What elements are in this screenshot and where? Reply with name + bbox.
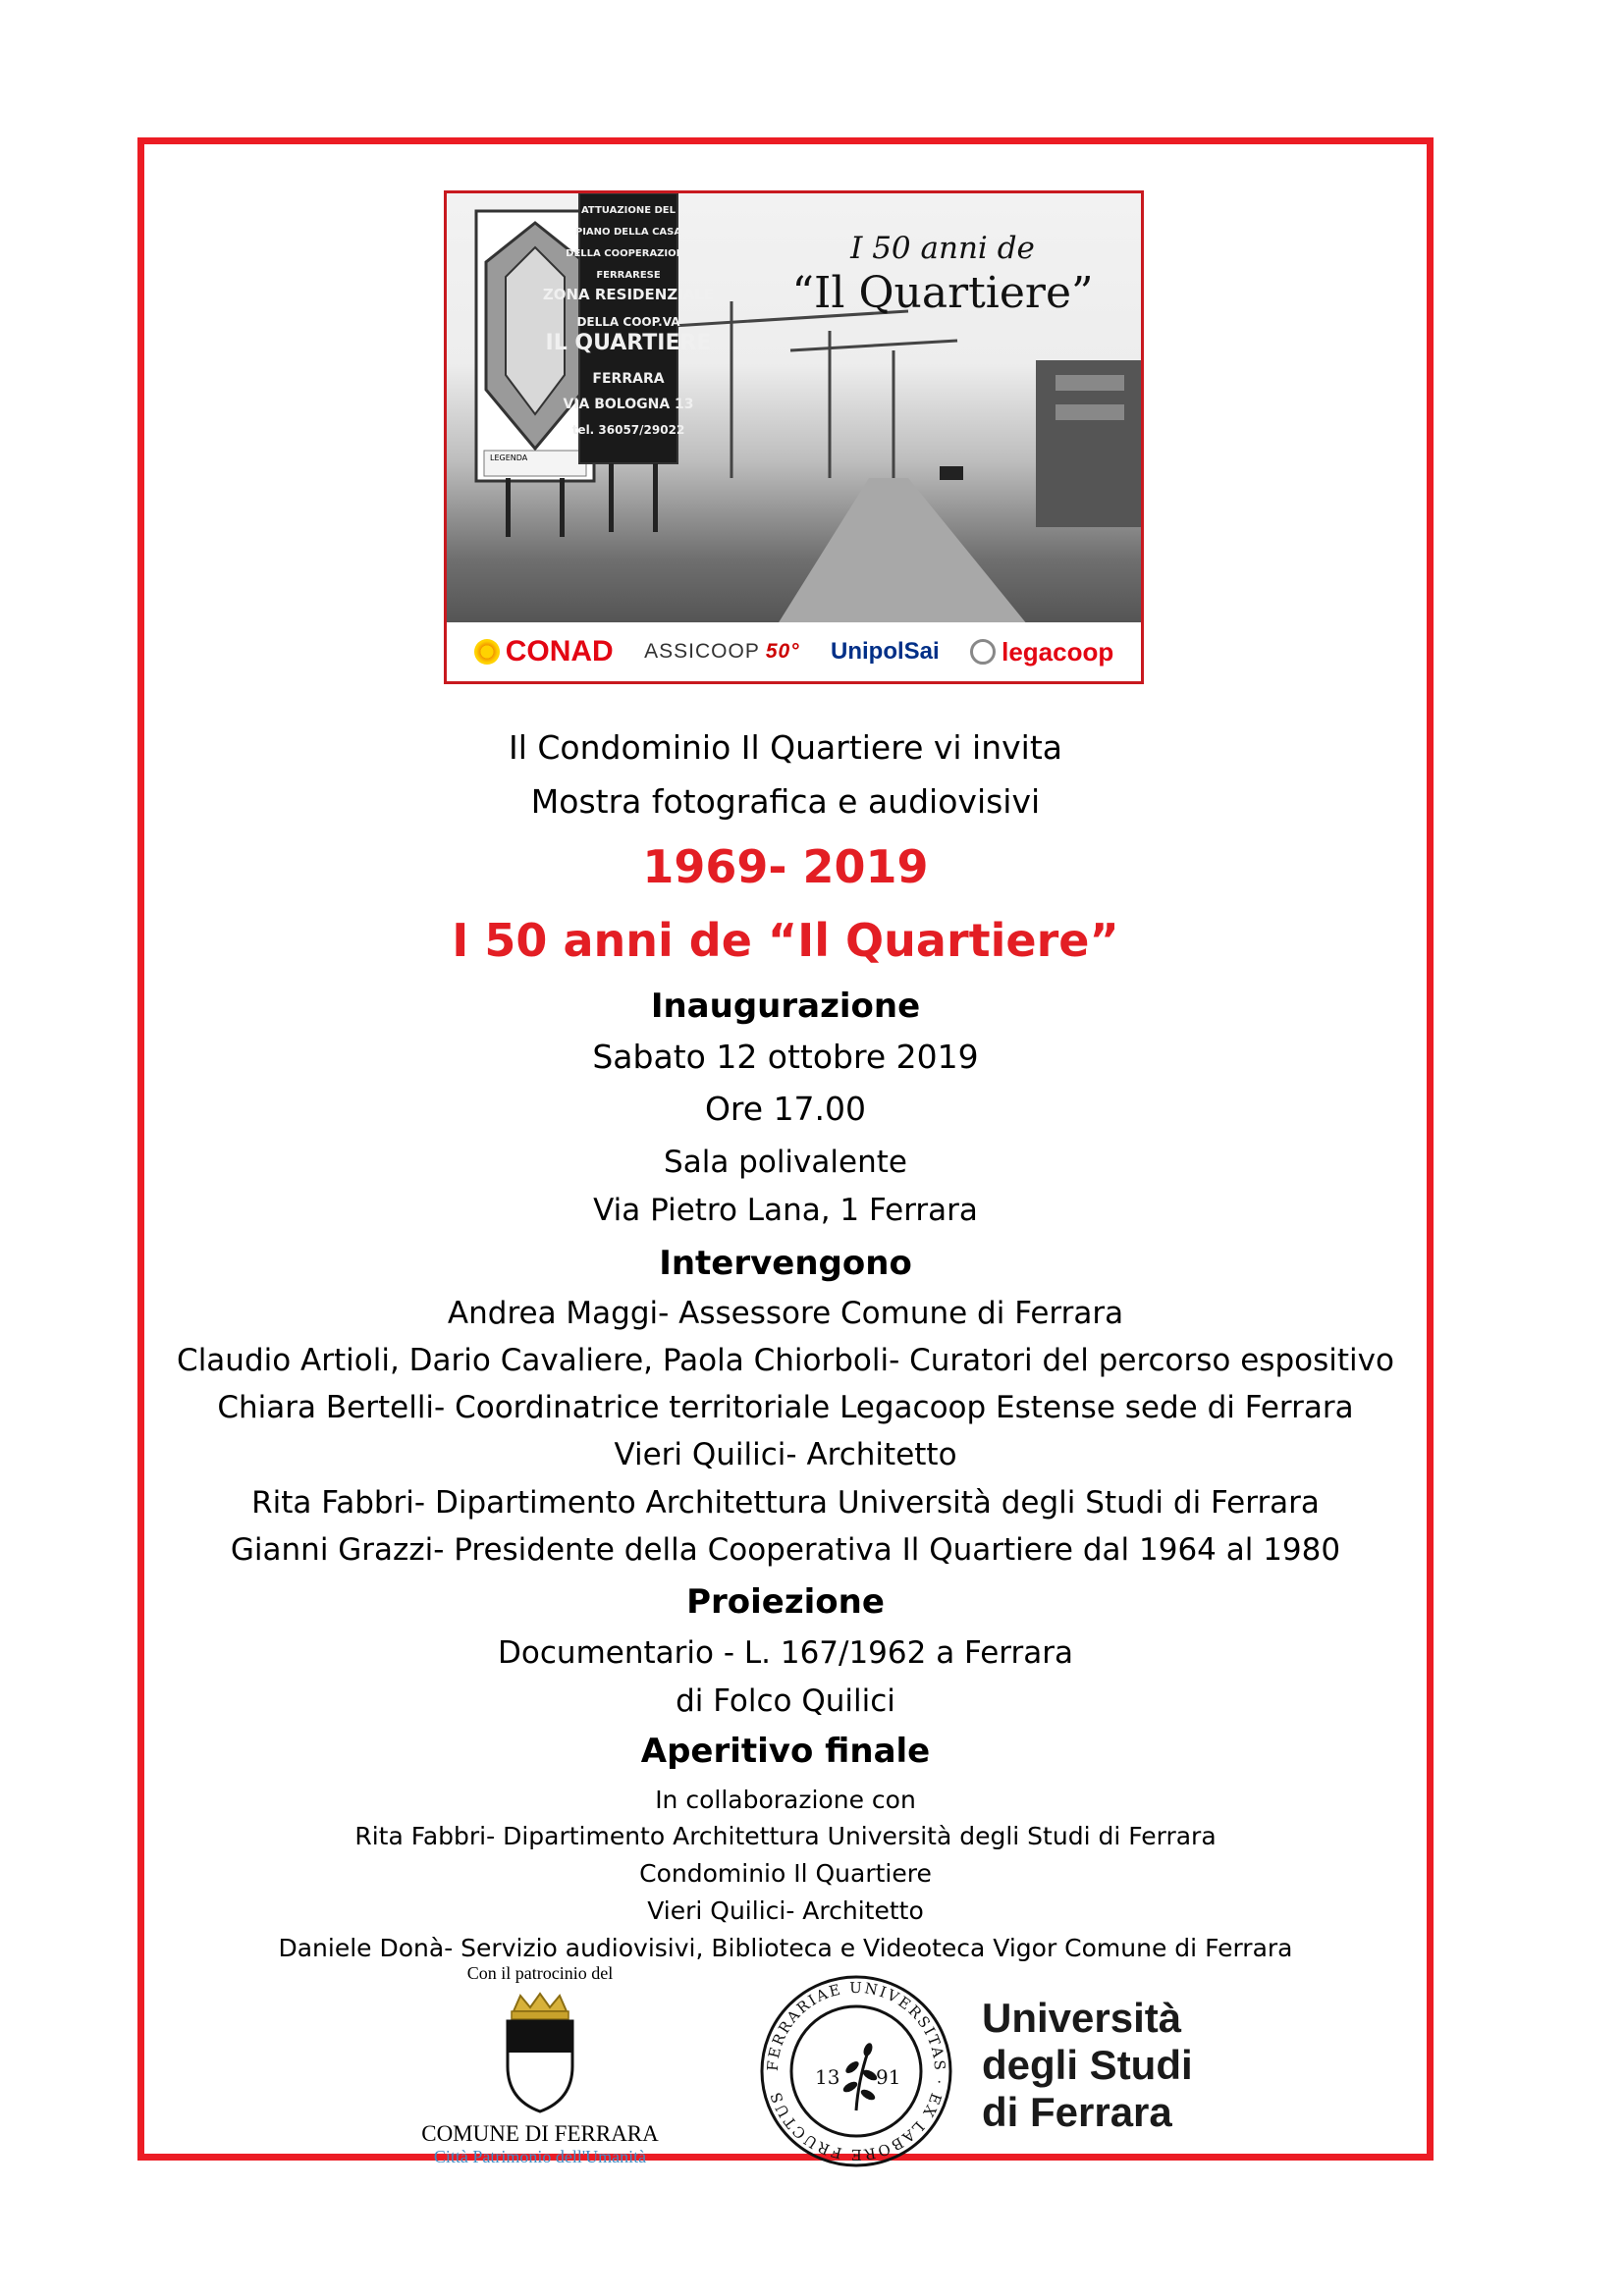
event-title: I 50 anni de “Il Quartiere” (452, 914, 1119, 967)
collaborator-line: Daniele Donà- Servizio audiovisivi, Biblioteca e Videoteca Vigor Comune di Ferrara (278, 1934, 1293, 1962)
university-seal (758, 1973, 954, 2173)
billboard-line: FERRARA (592, 371, 665, 387)
billboard-line: tel. 36057/29022 (571, 423, 685, 437)
event-venue: Sala polivalente (664, 1145, 907, 1180)
billboard-line: DELLA COOP.VA (576, 315, 680, 329)
assicoop-label: ASSICOOP (644, 640, 760, 663)
legacoop-logo (970, 637, 1113, 667)
billboard-line: VIA BOLOGNA 13 (563, 397, 694, 412)
collaborator-line: Vieri Quilici- Architetto (647, 1896, 924, 1925)
billboard-line: ZONA RESIDENZIALE (542, 286, 715, 303)
collaborator-line: Rita Fabbri- Dipartimento Architettura Università degli Studi di Ferrara (354, 1822, 1217, 1850)
unipol-logo (831, 638, 940, 666)
patronage-label: Con il patrocinio del (466, 1963, 614, 1983)
legacoop-ring-icon (970, 639, 996, 665)
conad-flower-icon (474, 639, 500, 665)
comune-name: COMUNE DI FERRARA (421, 2121, 659, 2146)
conad-label: CONAD (505, 635, 614, 667)
billboard-line: PIANO DELLA CASA (574, 227, 682, 238)
event-date: Sabato 12 ottobre 2019 (592, 1038, 979, 1076)
comune-subtitle: Città Patrimonio dell'Umanità (433, 2147, 647, 2166)
projection-line-2: di Folco Quilici (676, 1683, 895, 1719)
speaker-line: Claudio Artioli, Dario Cavaliere, Paola Chiorboli- Curatori del percorso espositivo (177, 1343, 1394, 1378)
sponsor-strip (447, 622, 1141, 681)
invite-line-2: Mostra fotografica e audiovisivi (530, 782, 1041, 821)
collaborator-line: Condominio Il Quartiere (639, 1859, 932, 1888)
invite-line-1: Il Condominio Il Quartiere vi invita (509, 728, 1062, 767)
header-photo (444, 190, 1144, 684)
billboard-line: ATTUAZIONE DEL (580, 205, 677, 216)
comune-crest-icon (486, 1990, 594, 2117)
billboard-legend: LEGENDA (490, 454, 528, 462)
billboard-line: FERRARESE (596, 270, 661, 281)
inauguration-heading: Inaugurazione (650, 987, 921, 1026)
photo-title (756, 231, 1129, 318)
billboard-line: DELLA COOPERAZIONE (566, 248, 691, 259)
billboard-line: IL QUARTIERE (545, 331, 712, 355)
conad-logo (474, 635, 614, 668)
collab-intro: In collaborazione con (655, 1786, 916, 1814)
speaker-line: Vieri Quilici- Architetto (614, 1437, 957, 1472)
university-seal-icon (758, 1973, 954, 2169)
legacoop-label: legacoop (1001, 636, 1114, 667)
event-time: Ore 17.00 (704, 1090, 867, 1128)
speaker-line: Chiara Bertelli- Coordinatrice territoriale Legacoop Estense sede di Ferrara (217, 1390, 1354, 1425)
projection-line-1: Documentario - L. 167/1962 a Ferrara (498, 1635, 1073, 1671)
speakers-heading: Intervengono (659, 1244, 912, 1283)
photo-title-line1: I 50 anni de (850, 231, 1035, 266)
university-name: Università degli Studi di Ferrara (982, 1995, 1193, 2135)
speaker-line: Gianni Grazzi- Presidente della Cooperativa Il Quartiere dal 1964 al 1980 (230, 1532, 1341, 1568)
speaker-line: Rita Fabbri- Dipartimento Architettura Università degli Studi di Ferrara (251, 1485, 1320, 1521)
event-years: 1969- 2019 (642, 840, 929, 893)
comune-logo (403, 1963, 677, 2167)
unipol-label: UnipolSai (831, 638, 940, 665)
assicoop-mark: 50° (765, 640, 800, 663)
projection-heading: Proiezione (686, 1582, 885, 1622)
speaker-line: Andrea Maggi- Assessore Comune di Ferrara (447, 1296, 1124, 1331)
event-address: Via Pietro Lana, 1 Ferrara (593, 1193, 978, 1228)
photo-title-line2: “Il Quartiere” (791, 268, 1094, 318)
assicoop-logo (644, 640, 799, 664)
aperitivo-heading: Aperitivo finale (640, 1732, 931, 1771)
seal-year-right: 91 (876, 2065, 901, 2089)
seal-year-left: 13 (815, 2065, 840, 2089)
seal-ring-text: FERRARIAE UNIVERSITAS · EX LABORE FRUCTUS (763, 1978, 949, 2164)
